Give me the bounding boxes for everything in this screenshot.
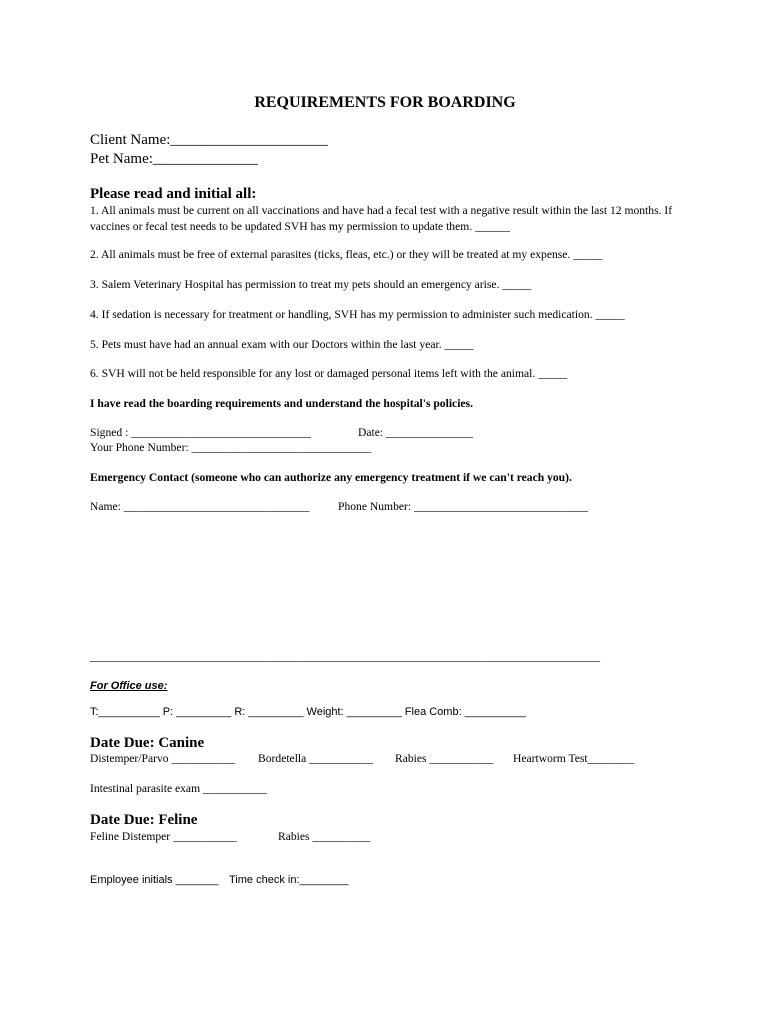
canine-rabies-field[interactable]: Rabies ___________ [395, 752, 494, 765]
requirement-item-6: 6. SVH will not be held responsible for any lost or damaged personal items left with the animal. _____ [90, 367, 568, 380]
acknowledgement-text: I have read the boarding requirements and understand the hospital's policies. [90, 397, 473, 410]
instructions-heading: Please read and initial all: [90, 186, 257, 202]
office-use-label: For Office use: [90, 680, 168, 692]
canine-bordetella-field[interactable]: Bordetella ___________ [258, 752, 373, 765]
feline-heading: Date Due: Feline [90, 812, 198, 828]
intestinal-parasite-field[interactable]: Intestinal parasite exam ___________ [90, 782, 267, 795]
emergency-phone-field[interactable]: Phone Number: ______________________________ [338, 500, 588, 513]
canine-heading: Date Due: Canine [90, 735, 205, 751]
requirement-item-3: 3. Salem Veterinary Hospital has permission to treat my pets should an emergency arise. _____ [90, 278, 532, 291]
requirement-item-1: 1. All animals must be current on all vaccinations and have had a fecal test with a negative result within the last 12 months. If vaccines or fecal test needs to be updated SVH has my permission to update them. ______ [90, 204, 673, 233]
emergency-name-field[interactable]: Name: ________________________________ [90, 500, 310, 513]
feline-distemper-field[interactable]: Feline Distemper ___________ [90, 830, 237, 843]
canine-distemper-field[interactable]: Distemper/Parvo ___________ [90, 752, 236, 765]
client-name-field[interactable]: Client Name:_____________________ [90, 132, 328, 148]
signature-field[interactable]: Signed : _______________________________ [90, 426, 311, 439]
date-field[interactable]: Date: _______________ [358, 426, 473, 439]
pet-name-field[interactable]: Pet Name:______________ [90, 151, 258, 167]
canine-heartworm-field[interactable]: Heartworm Test________ [513, 752, 635, 765]
time-check-in-field[interactable]: Time check in:________ [229, 874, 349, 886]
requirement-item-4: 4. If sedation is necessary for treatment or handling, SVH has my permission to administer such medication. _____ [90, 308, 625, 321]
page-title: REQUIREMENTS FOR BOARDING [254, 94, 516, 111]
employee-initials-field[interactable]: Employee initials _______ [90, 874, 219, 886]
office-fields[interactable]: T:__________ P: _________ R: _________ Weight: _________ Flea Comb: __________ [90, 706, 526, 718]
divider-line: ________________________________________________________________________________________ [90, 650, 601, 663]
requirement-item-2: 2. All animals must be free of external parasites (ticks, fleas, etc.) or they will be treated at my expense. _____ [90, 248, 603, 261]
emergency-heading: Emergency Contact (someone who can authorize any emergency treatment if we can't reach you). [90, 471, 572, 484]
phone-field[interactable]: Your Phone Number: _______________________________ [90, 441, 372, 454]
requirement-item-5: 5. Pets must have had an annual exam with our Doctors within the last year. _____ [90, 338, 474, 351]
feline-rabies-field[interactable]: Rabies __________ [278, 830, 371, 843]
